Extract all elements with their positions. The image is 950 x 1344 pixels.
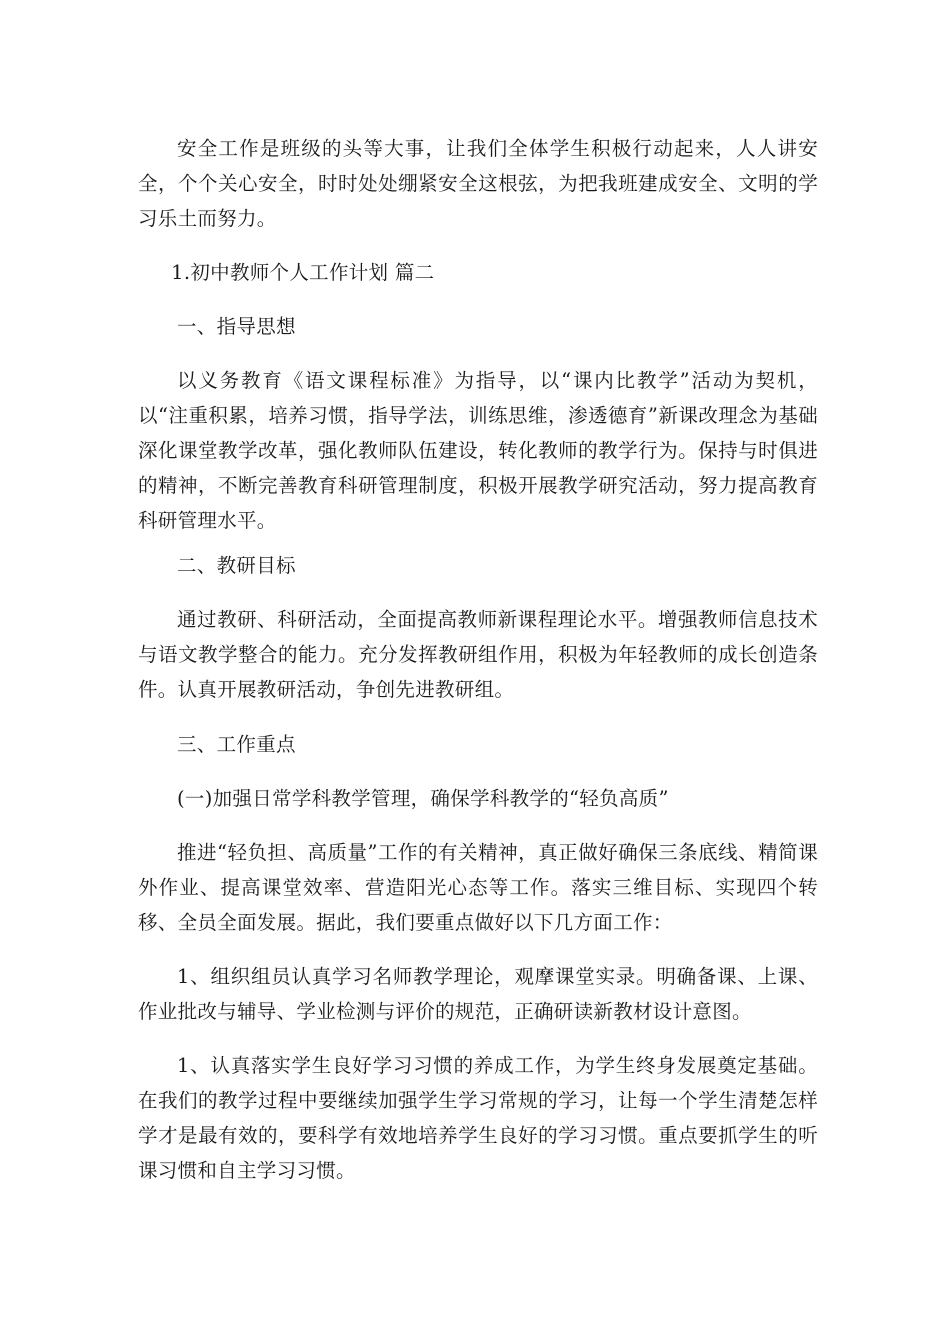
heading-work-focus: 三、工作重点 xyxy=(177,733,296,756)
paragraph-guiding-ideology: 以义务教育《语文课程标准》为指导，以“课内比教学”活动为契机，以“注重积累，培养习惯，指导学法，训练思维，渗透德育”新课改理念为基础深化课堂教学改革，强化教师队伍建设，转化教师的教学行为。保持与时俱进的精神，不断完善教育科研管理制度，积极开展教学研究活动，努力提高教育科研管理水平。 xyxy=(138,369,818,532)
subheading-daily-management: (一)加强日常学科教学管理，确保学科教学的“轻负高质” xyxy=(177,787,669,810)
list-item-study-habits: 1、认真落实学生良好学习习惯的养成工作，为学生终身发展奠定基础。在我们的教学过程中要继续加强学生学习常规的学习，让每一个学生清楚怎样学才是最有效的，要科学有效地培养学生良好的学习习惯。重点要抓学生的听课习惯和自主学习习惯。 xyxy=(138,1054,818,1182)
heading-guiding-ideology: 一、指导思想 xyxy=(177,315,296,338)
section-title-plan-two: 1.初中教师个人工作计划 篇二 xyxy=(171,261,435,284)
paragraph-safety-conclusion: 安全工作是班级的头等大事，让我们全体学生积极行动起来，人人讲安全，个个关心安全，时时处处绷紧安全这根弦，为把我班建成安全、文明的学习乐土而努力。 xyxy=(138,137,818,230)
list-item-study-theory: 1、组织组员认真学习名师教学理论，观摩课堂实录。明确备课、上课、作业批改与辅导、学业检测与评价的规范，正确研读新教材设计意图。 xyxy=(138,965,818,1023)
paragraph-research-goals: 通过教研、科研活动，全面提高教师新课程理论水平。增强教师信息技术与语文教学整合的能力。充分发挥教研组作用，积极为年轻教师的成长创造条件。认真开展教研活动，争创先进教研组。 xyxy=(138,608,818,701)
paragraph-light-burden: 推进“轻负担、高质量”工作的有关精神，真正做好确保三条底线、精简课外作业、提高课堂效率、营造阳光心态等工作。落实三维目标、实现四个转移、全员全面发展。据此，我们要重点做好以下几方面工作： xyxy=(138,841,818,934)
heading-research-goals: 二、教研目标 xyxy=(177,554,296,577)
